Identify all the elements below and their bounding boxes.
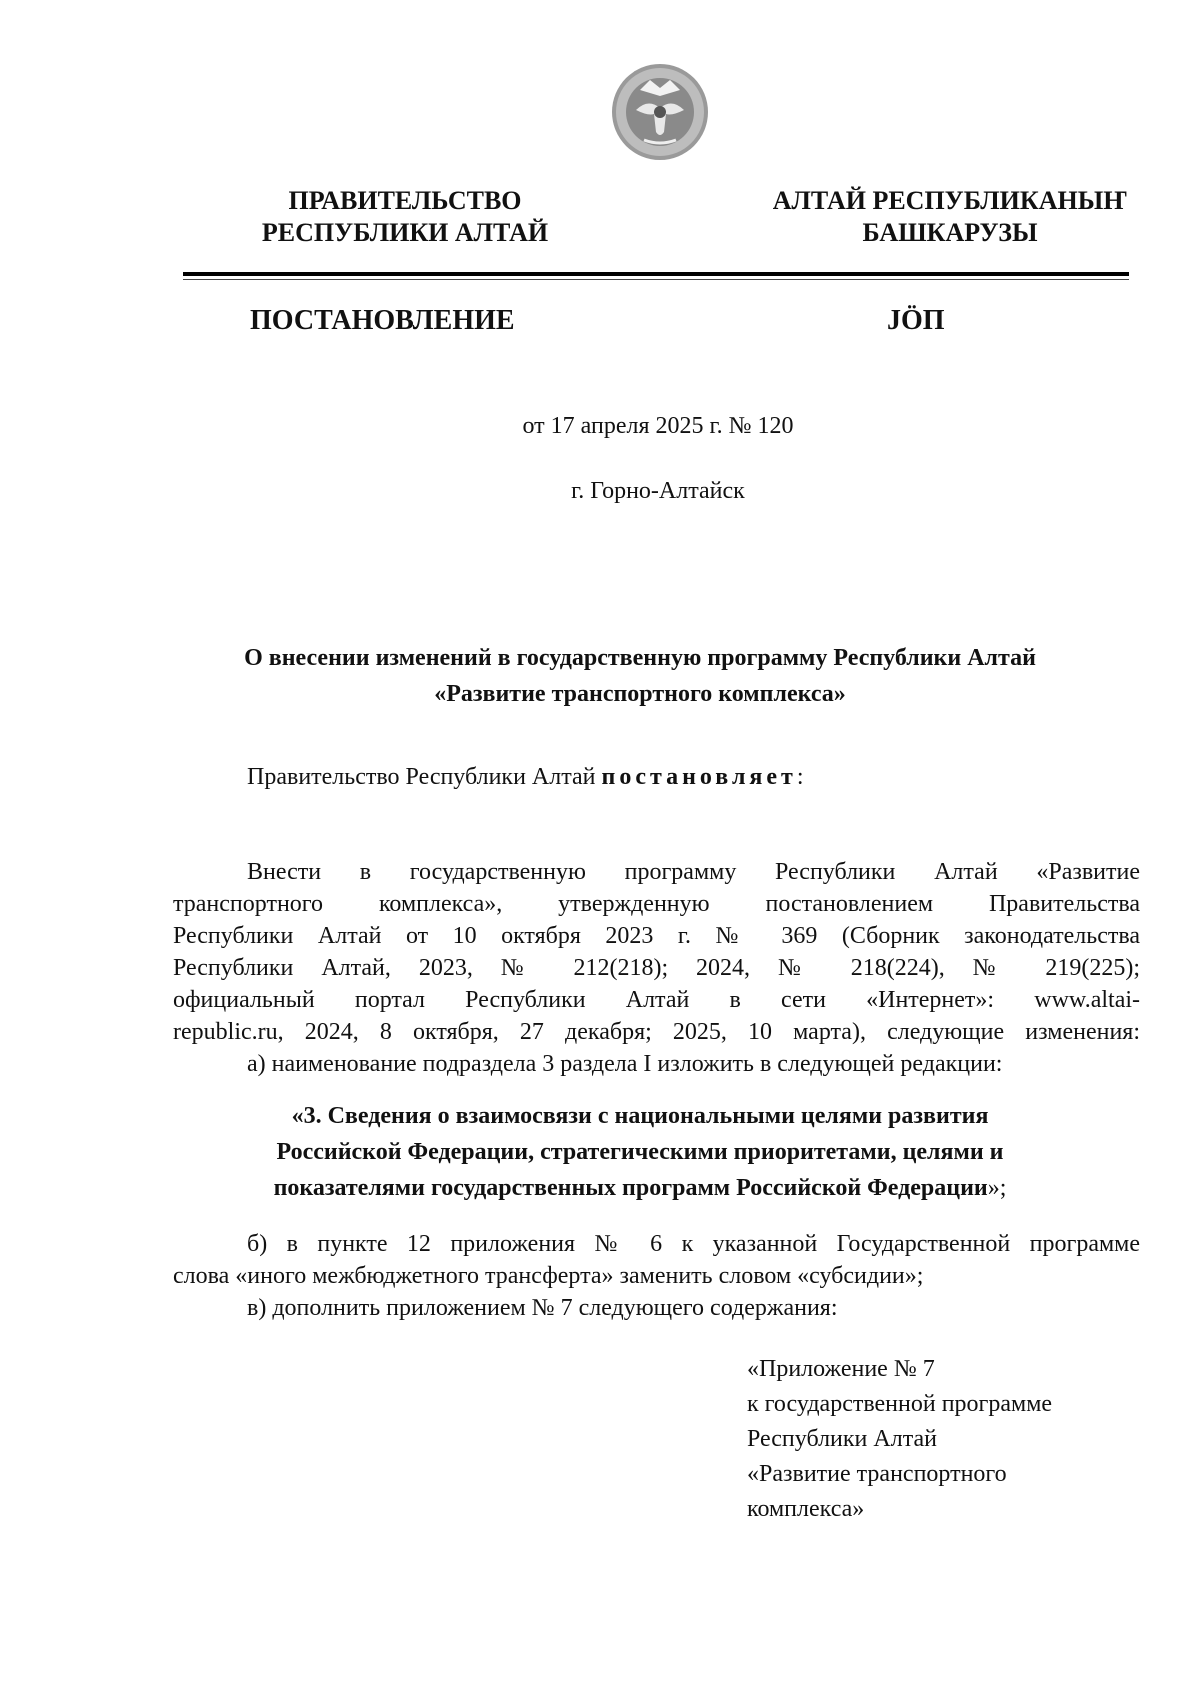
header-right-line1: АЛТАЙ РЕСПУБЛИКАНЫҤ [772, 186, 1128, 215]
appendix-line3: Республики Алтай [747, 1426, 937, 1452]
paragraph-line: транспортного комплекса», утвержденную постановлением Правительства [173, 891, 1140, 917]
resolution-lead [247, 764, 804, 791]
title-line2: «Развитие транспортного комплекса» [434, 681, 846, 707]
paragraph-line: Внести в государственную программу Республики Алтай «Развитие [247, 859, 1140, 885]
item-b-line2: слова «иного межбюджетного трансферта» заменить словом «субсидии»; [173, 1263, 924, 1289]
document-date: от 17 апреля 2025 г. № 120 [522, 413, 794, 439]
header-right-line2: БАШКАРУЗЫ [862, 218, 1038, 247]
item-b-line1: б) в пункте 12 приложения № 6 к указанной Государственной программе [247, 1231, 1140, 1257]
section-heading-line1: «3. Сведения о взаимосвязи с национальными целями развития [291, 1103, 989, 1129]
paragraph-line: Республики Алтай от 10 октября 2023 г. № 369 (Сборник законодательства [173, 923, 1140, 949]
appendix-line2: к государственной программе [747, 1391, 1053, 1417]
document-city: г. Горно-Алтайск [571, 478, 745, 504]
section-heading-line3-text: показателями государственных программ Российской Федерации [273, 1175, 988, 1201]
header-left-name [195, 185, 615, 249]
section-heading [160, 1098, 1120, 1206]
header-divider-thin [183, 279, 1129, 280]
doc-type-ru: ПОСТАНОВЛЕНИЕ [250, 305, 515, 336]
altai-coat-of-arms-icon [610, 62, 710, 162]
paragraph-line: официальный портал Республики Алтай в сети «Интернет»: www.altai- [173, 987, 1140, 1013]
paragraph-line: republic.ru, 2024, 8 октября, 27 декабря; 2025, 10 марта), следующие изменения: [173, 1019, 1140, 1045]
header-left-line2: РЕСПУБЛИКИ АЛТАЙ [261, 218, 549, 247]
appendix-line1: «Приложение № 7 [747, 1356, 935, 1382]
paragraph-item-a [173, 1048, 1140, 1080]
header-divider-thick [183, 272, 1129, 276]
header-left-line1: ПРАВИТЕЛЬСТВО [288, 186, 522, 215]
title-line1: О внесении изменений в государственную программу Республики Алтай [244, 645, 1036, 671]
lead-prefix: Правительство Республики Алтай [247, 764, 596, 790]
item-c-line: в) дополнить приложением № 7 следующего содержания: [247, 1295, 838, 1321]
section-heading-line3 [160, 1170, 1120, 1206]
lead-emphasis: постановляет [601, 764, 797, 790]
document-title [160, 640, 1120, 712]
item-a-text: а) наименование подраздела 3 раздела I изложить в следующей редакции: [247, 1051, 1003, 1077]
section-heading-line3-suffix: »; [987, 1175, 1007, 1201]
header-right-name [740, 185, 1160, 249]
appendix-line5: комплекса» [747, 1496, 865, 1522]
paragraph-amendment [173, 856, 1140, 1048]
doc-type-alt: JӦП [887, 305, 945, 336]
appendix-reference [747, 1352, 1052, 1527]
section-heading-line2: Российской Федерации, стратегическими приоритетами, целями и [276, 1139, 1004, 1165]
lead-suffix: : [796, 764, 804, 790]
paragraph-line: Республики Алтай, 2023, № 212(218); 2024, № 218(224), № 219(225); [173, 955, 1140, 981]
appendix-line4: «Развитие транспортного [747, 1461, 1007, 1487]
paragraph-items-b-c [173, 1228, 1140, 1324]
